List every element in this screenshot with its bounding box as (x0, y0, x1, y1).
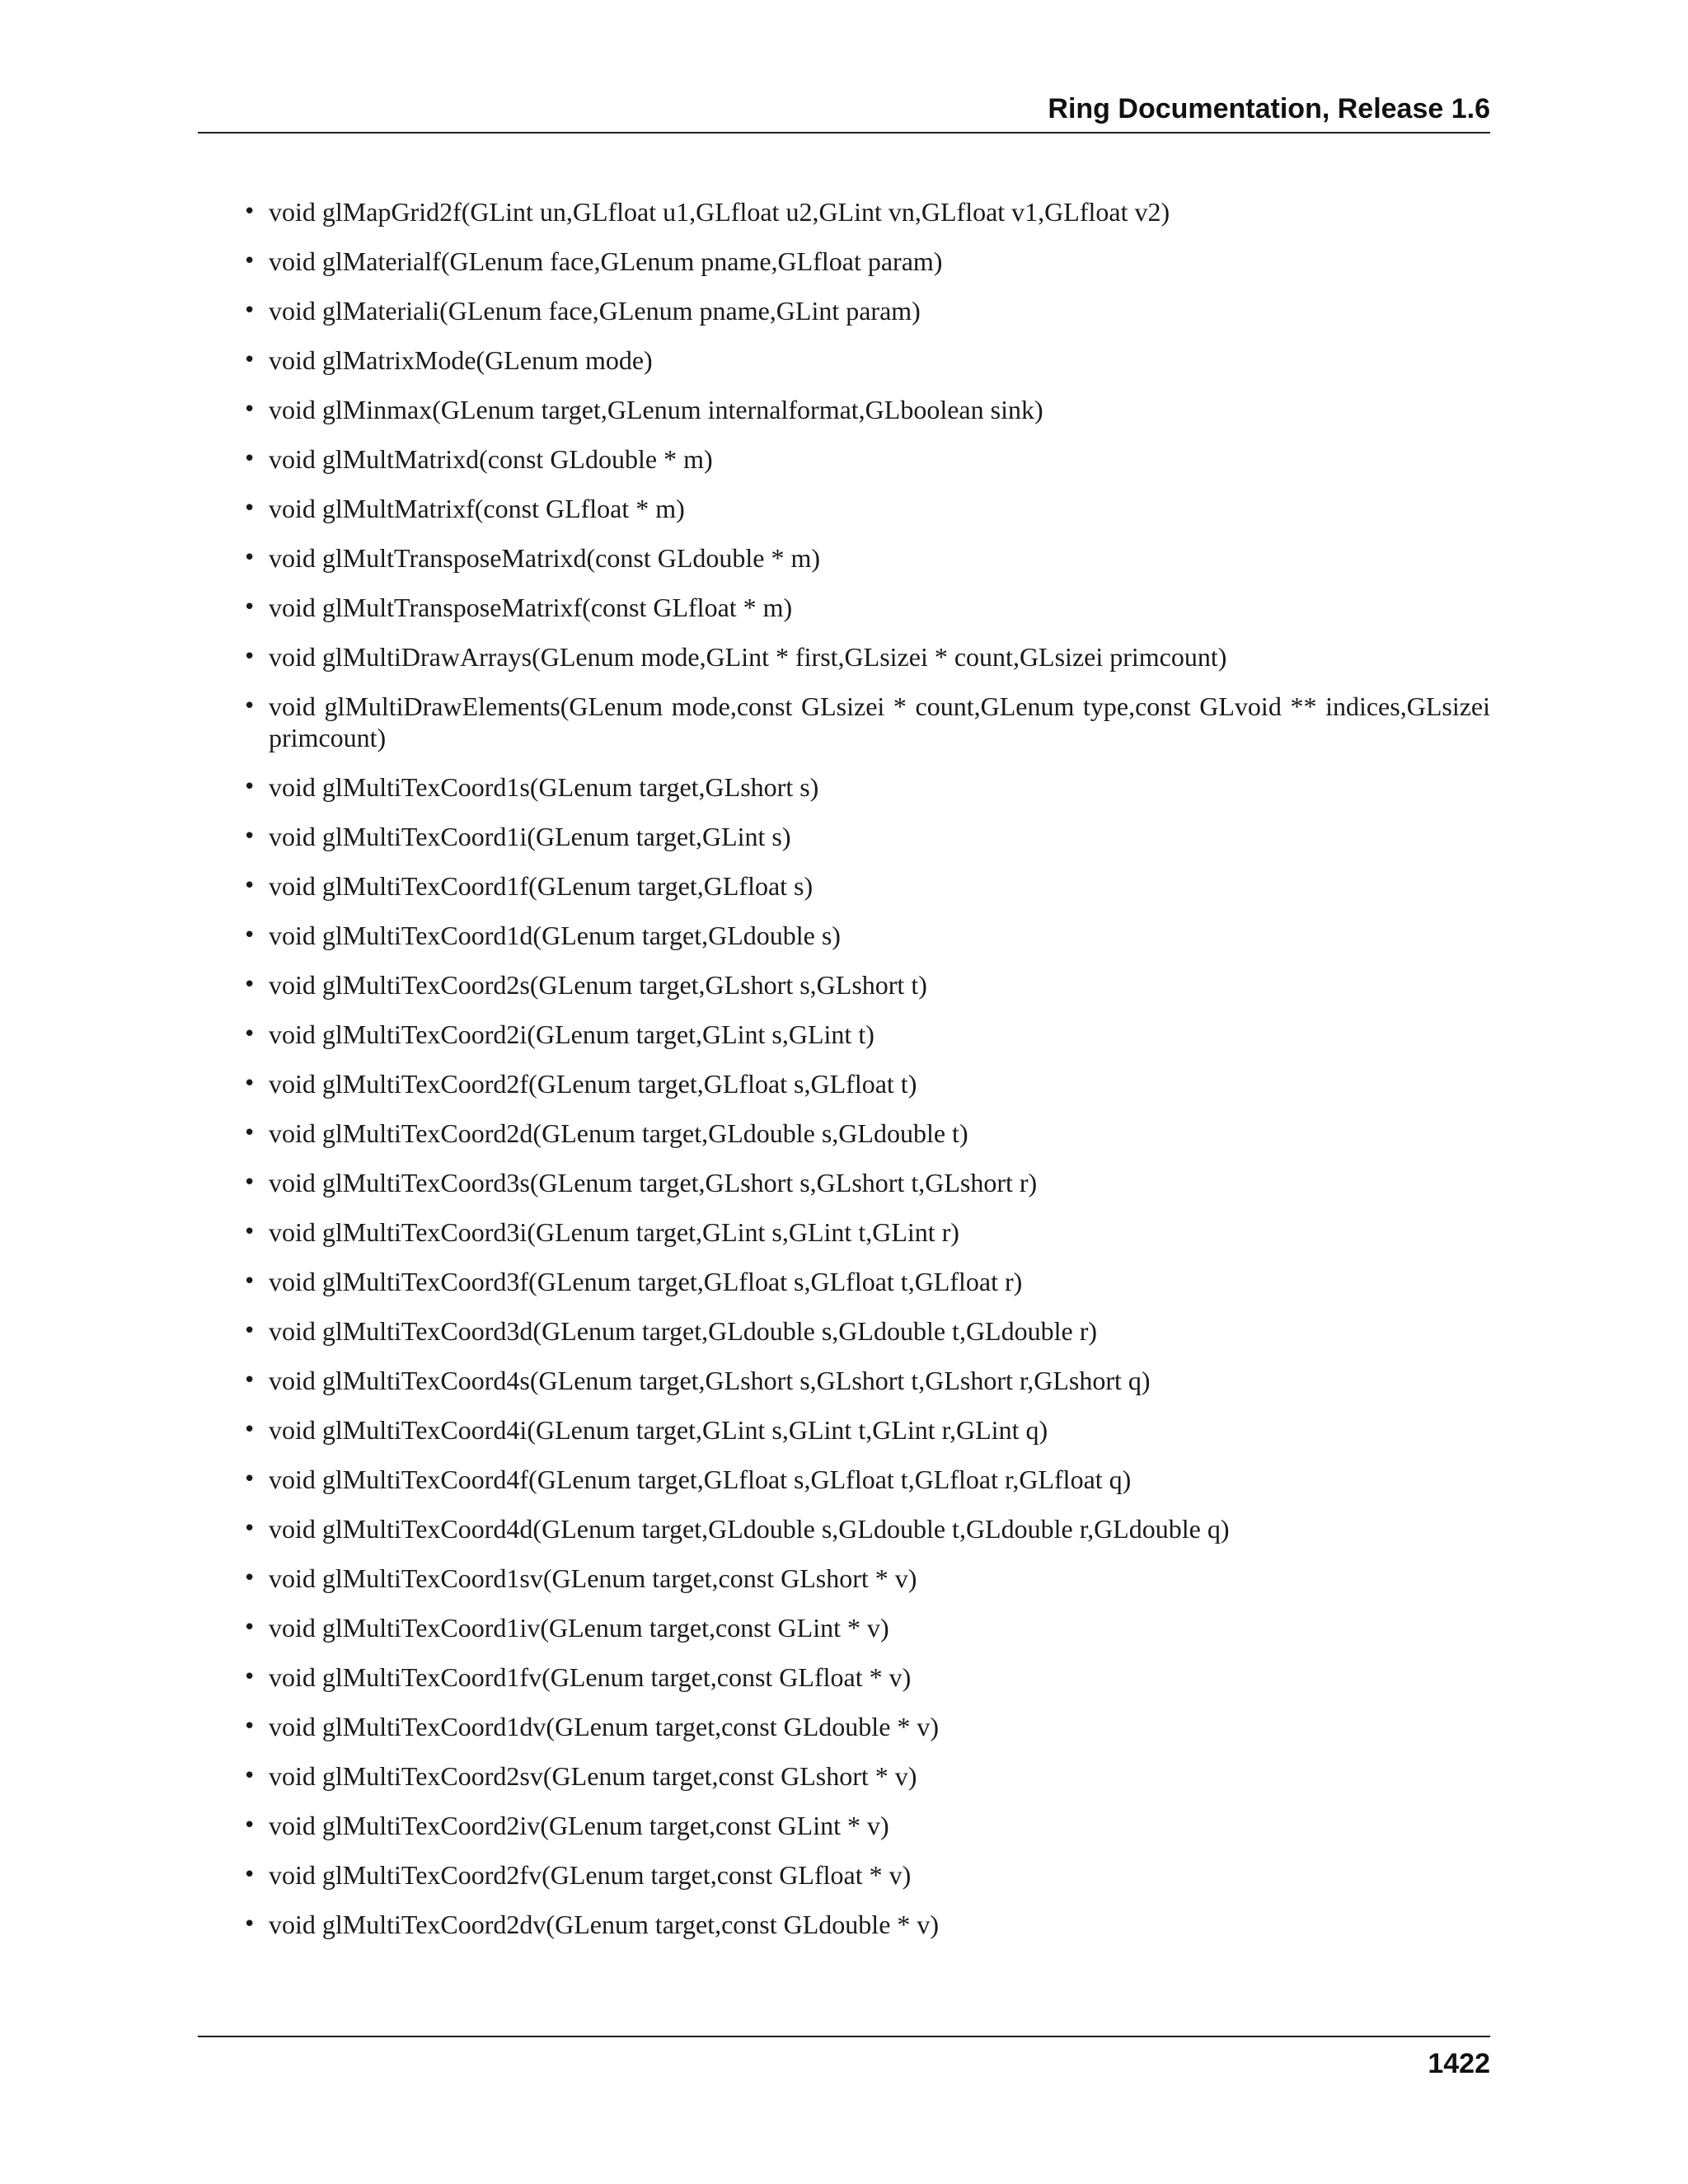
bullet-icon: • (243, 1269, 256, 1294)
function-signature: void glMultMatrixd(const GLdouble * m) (269, 444, 713, 474)
list-item (198, 196, 1490, 227)
list-item (198, 691, 1490, 753)
function-signature: void glMultiTexCoord2iv(GLenum target,const GLint * v) (269, 1811, 889, 1840)
bullet-icon: • (243, 1813, 256, 1838)
function-signature: void glMatrixMode(GLenum mode) (269, 345, 653, 375)
function-signature: void glMaterialf(GLenum face,GLenum pname,GLfloat param) (269, 246, 943, 276)
list-item (198, 771, 1490, 803)
bullet-icon: • (243, 923, 256, 948)
list-item (198, 1464, 1490, 1495)
list-item (198, 1365, 1490, 1396)
list-item (198, 394, 1490, 425)
list-item (198, 1909, 1490, 1940)
list-item (198, 1118, 1490, 1149)
function-signature: void glMultiTexCoord2i(GLenum target,GLint s,GLint t) (269, 1019, 874, 1049)
function-signature: void glMultiTexCoord1d(GLenum target,GLdouble s) (269, 921, 841, 950)
bullet-icon: • (243, 1022, 256, 1047)
list-item (198, 1315, 1490, 1347)
bullet-icon: • (243, 972, 256, 997)
function-signature: void glMultiTexCoord2dv(GLenum target,const GLdouble * v) (269, 1910, 940, 1939)
list-item (198, 1216, 1490, 1248)
function-signature: void glMultiTexCoord2sv(GLenum target,const GLshort * v) (269, 1761, 917, 1791)
list-item (198, 1068, 1490, 1099)
function-signature: void glMultiTexCoord3s(GLenum target,GLshort s,GLshort t,GLshort r) (269, 1168, 1038, 1197)
function-signature: void glMultTransposeMatrixf(const GLfloat * m) (269, 593, 793, 622)
list-item (198, 821, 1490, 852)
list-item (198, 641, 1490, 673)
list-item (198, 920, 1490, 951)
bullet-icon: • (243, 1863, 256, 1887)
list-item (198, 493, 1490, 524)
page-header (198, 92, 1490, 134)
list-item (198, 1859, 1490, 1891)
function-signature: void glMultiTexCoord2fv(GLenum target,const GLfloat * v) (269, 1860, 912, 1890)
function-signature: void glMultiTexCoord1iv(GLenum target,const GLint * v) (269, 1613, 889, 1643)
function-signature: void glMultiTexCoord1fv(GLenum target,const GLfloat * v) (269, 1662, 912, 1692)
function-signature: void glMultiTexCoord4d(GLenum target,GLdouble s,GLdouble t,GLdouble r,GLdouble q) (269, 1514, 1230, 1544)
function-signature: void glMultiTexCoord4i(GLenum target,GLint s,GLint t,GLint r,GLint q) (269, 1415, 1048, 1445)
bullet-icon: • (243, 397, 256, 422)
function-signature: void glMultiTexCoord3d(GLenum target,GLdouble s,GLdouble t,GLdouble r) (269, 1316, 1097, 1346)
list-item (198, 246, 1490, 277)
list-item (198, 1612, 1490, 1643)
document-title: Ring Documentation, Release 1.6 (1048, 93, 1490, 124)
bullet-icon: • (243, 595, 256, 620)
function-signature: void glMultiTexCoord2f(GLenum target,GLfloat s,GLfloat t) (269, 1069, 917, 1099)
bullet-icon: • (243, 1467, 256, 1492)
list-item (198, 542, 1490, 574)
function-signature: void glMultiTexCoord1i(GLenum target,GLint s) (269, 822, 791, 851)
bullet-icon: • (243, 249, 256, 274)
list-item (198, 1266, 1490, 1297)
bullet-icon: • (243, 447, 256, 471)
list-item (198, 344, 1490, 376)
list-item (198, 1513, 1490, 1544)
bullet-icon: • (243, 1368, 256, 1393)
function-signature: void glMultiDrawArrays(GLenum mode,GLint * first,GLsizei * count,GLsizei primcount) (269, 642, 1227, 672)
bullet-icon: • (243, 1319, 256, 1343)
list-item (198, 1711, 1490, 1742)
bullet-icon: • (243, 199, 256, 224)
bullet-icon: • (243, 1121, 256, 1146)
bullet-icon: • (243, 1912, 256, 1937)
function-signature: void glMultiTexCoord1sv(GLenum target,const GLshort * v) (269, 1563, 917, 1593)
page-number: 1422 (1428, 2048, 1490, 2079)
bullet-icon: • (243, 874, 256, 898)
bullet-icon: • (243, 546, 256, 570)
list-item (198, 295, 1490, 326)
bullet-icon: • (243, 348, 256, 373)
bullet-icon: • (243, 1516, 256, 1541)
bullet-icon: • (243, 1714, 256, 1739)
function-signature: void glMultiTexCoord1f(GLenum target,GLfloat s) (269, 871, 814, 901)
list-item (198, 1661, 1490, 1693)
list-item (198, 969, 1490, 1001)
list-item (198, 1167, 1490, 1198)
bullet-icon: • (243, 1764, 256, 1788)
page-content (198, 196, 1490, 1958)
function-signature: void glMultiTexCoord2d(GLenum target,GLdouble s,GLdouble t) (269, 1118, 968, 1148)
function-signature: void glMultiTexCoord3i(GLenum target,GLint s,GLint t,GLint r) (269, 1217, 959, 1247)
function-signature: void glMultiTexCoord1dv(GLenum target,const GLdouble * v) (269, 1712, 940, 1741)
bullet-icon: • (243, 1071, 256, 1096)
list-item (198, 870, 1490, 902)
bullet-icon: • (243, 1170, 256, 1195)
bullet-icon: • (243, 1615, 256, 1640)
bullet-icon: • (243, 644, 256, 669)
function-signature: void glMultiTexCoord4f(GLenum target,GLfloat s,GLfloat t,GLfloat r,GLfloat q) (269, 1465, 1132, 1494)
bullet-icon: • (243, 1566, 256, 1591)
list-item (198, 1760, 1490, 1792)
bullet-icon: • (243, 1665, 256, 1690)
list-item (198, 1414, 1490, 1446)
function-signature: void glMultiDrawElements(GLenum mode,const GLsizei * count,GLenum type,const GLvoid ** indices,GLsizei primcount) (269, 691, 1490, 752)
function-signature: void glMultiTexCoord1s(GLenum target,GLshort s) (269, 772, 819, 802)
bullet-icon: • (243, 1418, 256, 1442)
page-footer (198, 2036, 1490, 2087)
bullet-icon: • (243, 694, 256, 719)
list-item (198, 443, 1490, 475)
list-item (198, 592, 1490, 623)
function-signature: void glMultTransposeMatrixd(const GLdouble * m) (269, 543, 820, 573)
list-item (198, 1019, 1490, 1050)
bullet-icon: • (243, 824, 256, 849)
function-signature: void glMultiTexCoord4s(GLenum target,GLshort s,GLshort t,GLshort r,GLshort q) (269, 1366, 1151, 1395)
bullet-icon: • (243, 298, 256, 323)
bullet-icon: • (243, 496, 256, 521)
function-signature: void glMultiTexCoord2s(GLenum target,GLshort s,GLshort t) (269, 970, 927, 1000)
function-list (198, 196, 1490, 1940)
function-signature: void glMinmax(GLenum target,GLenum internalformat,GLboolean sink) (269, 395, 1043, 424)
function-signature: void glMateriali(GLenum face,GLenum pname,GLint param) (269, 296, 921, 326)
function-signature: void glMultMatrixf(const GLfloat * m) (269, 494, 685, 523)
list-item (198, 1563, 1490, 1594)
bullet-icon: • (243, 1220, 256, 1244)
bullet-icon: • (243, 775, 256, 799)
list-item (198, 1810, 1490, 1841)
function-signature: void glMapGrid2f(GLint un,GLfloat u1,GLfloat u2,GLint vn,GLfloat v1,GLfloat v2) (269, 197, 1170, 227)
function-signature: void glMultiTexCoord3f(GLenum target,GLfloat s,GLfloat t,GLfloat r) (269, 1267, 1023, 1296)
